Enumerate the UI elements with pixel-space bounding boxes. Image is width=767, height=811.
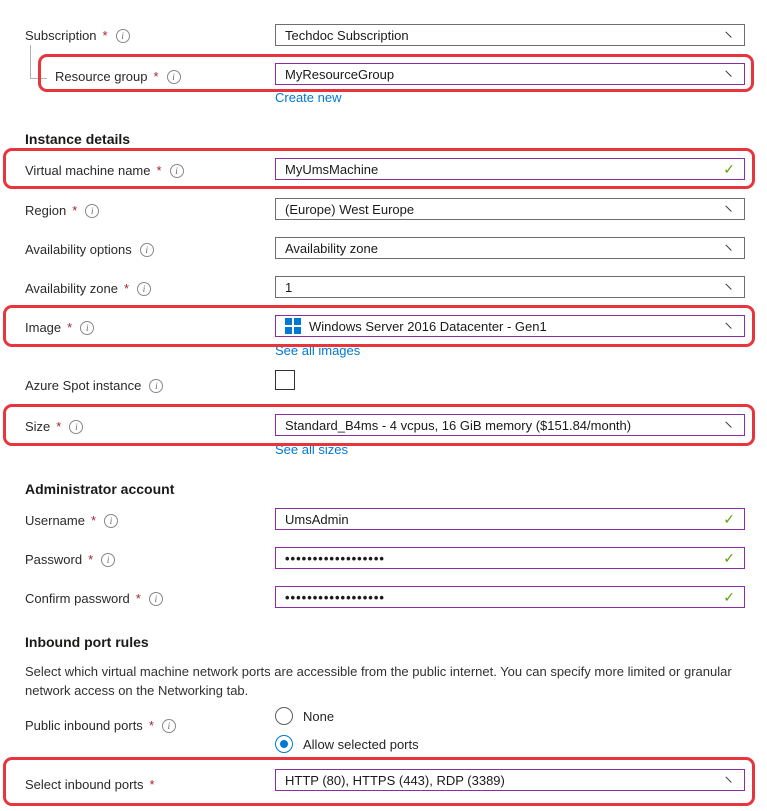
select-inbound-ports-label: Select inbound ports *	[25, 777, 155, 792]
required-marker: *	[149, 777, 155, 792]
administrator-account-heading: Administrator account	[25, 481, 175, 497]
info-icon[interactable]: i	[101, 553, 115, 567]
info-icon[interactable]: i	[140, 243, 154, 257]
subscription-resourcegroup-connector	[30, 45, 47, 79]
username-label: Username * i	[25, 513, 118, 528]
chevron-down-icon	[725, 66, 736, 77]
subscription-label: Subscription * i	[25, 28, 130, 43]
required-marker: *	[90, 513, 97, 528]
valid-check-icon: ✓	[723, 160, 735, 177]
subscription-dropdown[interactable]: Techdoc Subscription	[275, 24, 745, 46]
vm-name-label: Virtual machine name * i	[25, 163, 184, 178]
required-marker: *	[102, 28, 108, 43]
confirm-password-label: Confirm password * i	[25, 591, 163, 606]
chevron-down-icon	[725, 772, 736, 783]
size-label: Size * i	[25, 419, 83, 434]
info-icon[interactable]: i	[104, 514, 118, 528]
region-dropdown[interactable]: (Europe) West Europe	[275, 198, 745, 220]
info-icon[interactable]: i	[80, 321, 94, 335]
required-marker: *	[148, 718, 154, 733]
valid-check-icon: ✓	[723, 588, 735, 605]
required-marker: *	[72, 203, 78, 218]
info-icon[interactable]: i	[149, 379, 163, 393]
windows-logo-icon	[285, 318, 301, 334]
info-icon[interactable]: i	[85, 204, 99, 218]
valid-check-icon: ✓	[723, 549, 735, 566]
resource-group-dropdown[interactable]: MyResourceGroup	[275, 63, 745, 85]
chevron-down-icon	[725, 417, 736, 428]
info-icon[interactable]: i	[149, 592, 163, 606]
vm-name-input[interactable]: MyUmsMachine ✓	[275, 158, 745, 180]
chevron-down-icon	[725, 27, 736, 38]
image-label: Image * i	[25, 320, 94, 335]
info-icon[interactable]: i	[170, 164, 184, 178]
required-marker: *	[88, 552, 94, 567]
required-marker: *	[153, 69, 159, 84]
region-label: Region * i	[25, 203, 99, 218]
info-icon[interactable]: i	[69, 420, 83, 434]
chevron-down-icon	[725, 201, 736, 212]
public-inbound-ports-label: Public inbound ports * i	[25, 718, 176, 733]
availability-zone-dropdown[interactable]: 1	[275, 276, 745, 298]
chevron-down-icon	[725, 240, 736, 251]
info-icon[interactable]: i	[116, 29, 130, 43]
public-inbound-ports-option-allow[interactable]: Allow selected ports	[275, 735, 419, 753]
username-input[interactable]: UmsAdmin ✓	[275, 508, 745, 530]
availability-zone-label: Availability zone * i	[25, 281, 151, 296]
info-icon[interactable]: i	[167, 70, 181, 84]
inbound-port-rules-description: Select which virtual machine network ports are accessible from the public internet. You can specify more limited or granular network access on the Networking tab.	[25, 664, 732, 698]
resource-group-label: Resource group * i	[55, 69, 181, 84]
radio-selected-icon[interactable]	[275, 735, 293, 753]
password-label: Password * i	[25, 552, 115, 567]
size-dropdown[interactable]: Standard_B4ms - 4 vcpus, 16 GiB memory ($151.84/month)	[275, 414, 745, 436]
valid-check-icon: ✓	[723, 510, 735, 527]
chevron-down-icon	[725, 279, 736, 290]
required-marker: *	[56, 419, 62, 434]
required-marker: *	[67, 320, 73, 335]
see-all-sizes-link[interactable]: See all sizes	[275, 442, 348, 457]
required-marker: *	[135, 591, 141, 606]
availability-options-dropdown[interactable]: Availability zone	[275, 237, 745, 259]
password-input[interactable]: •••••••••••••••••• ✓	[275, 547, 745, 569]
instance-details-heading: Instance details	[25, 131, 131, 147]
image-dropdown[interactable]: Windows Server 2016 Datacenter - Gen1	[275, 315, 745, 337]
create-new-link[interactable]: Create new	[275, 90, 342, 105]
inbound-port-rules-heading: Inbound port rules	[25, 634, 149, 650]
confirm-password-input[interactable]: •••••••••••••••••• ✓	[275, 586, 745, 608]
info-icon[interactable]: i	[137, 282, 151, 296]
azure-spot-checkbox[interactable]	[275, 370, 295, 390]
required-marker: *	[123, 281, 130, 296]
see-all-images-link[interactable]: See all images	[275, 343, 361, 358]
radio-icon[interactable]	[275, 707, 293, 725]
azure-spot-label: Azure Spot instance i	[25, 378, 163, 393]
info-icon[interactable]: i	[162, 719, 176, 733]
required-marker: *	[156, 163, 162, 178]
public-inbound-ports-option-none[interactable]: None	[275, 707, 334, 725]
chevron-down-icon	[725, 318, 736, 329]
select-inbound-ports-dropdown[interactable]: HTTP (80), HTTPS (443), RDP (3389)	[275, 769, 745, 791]
availability-options-label: Availability options i	[25, 242, 154, 257]
